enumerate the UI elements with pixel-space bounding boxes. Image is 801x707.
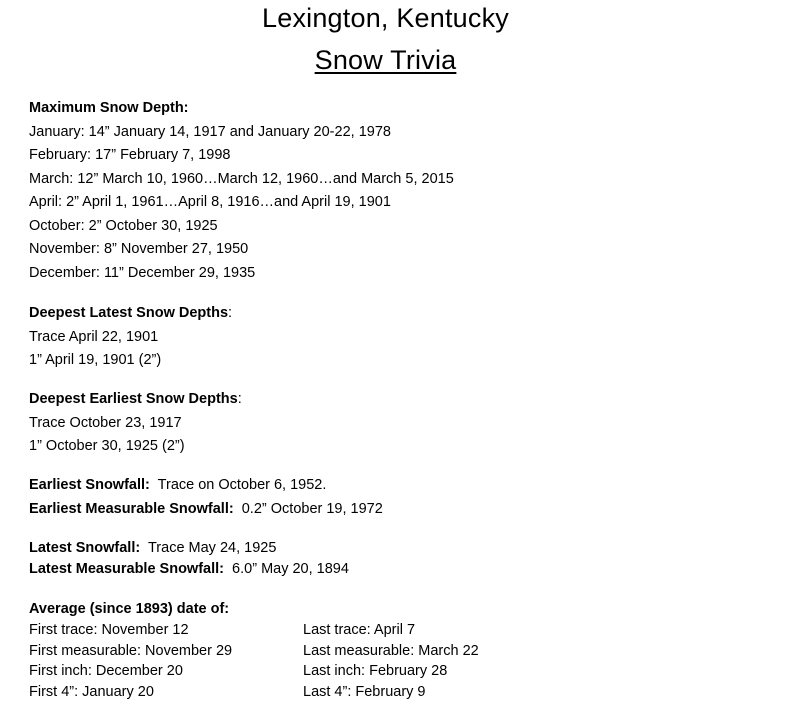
average-last-inch: Last inch: February 28 xyxy=(303,663,448,679)
earliest-measurable-line xyxy=(29,498,383,522)
max-depth-line-february: February: 17” February 7, 1998 xyxy=(29,147,231,163)
average-first-inch: First inch: December 20 xyxy=(29,663,183,679)
max-depth-line-october: October: 2” October 30, 1925 xyxy=(29,217,218,234)
earliest-depths-line-inch: 1” October 30, 1925 (2”) xyxy=(29,438,185,454)
latest-depths-section xyxy=(29,302,232,373)
earliest-depths-heading-line xyxy=(29,388,242,412)
latest-snowfall-line xyxy=(29,538,349,559)
average-first-measurable: First measurable: November 29 xyxy=(29,642,233,659)
average-last-four-inch: Last 4”: February 9 xyxy=(303,683,426,700)
average-first-four-inch: First 4”: January 20 xyxy=(29,683,154,700)
latest-depths-heading-line xyxy=(29,302,232,326)
page-subtitle: Snow Trivia xyxy=(314,45,457,75)
earliest-depths-section xyxy=(29,388,242,459)
earliest-snowfall-value: Trace on October 6, 1952. xyxy=(149,477,327,493)
earliest-depths-line-trace: Trace October 23, 1917 xyxy=(29,414,182,431)
max-depth-line-november: November: 8” November 27, 1950 xyxy=(29,241,249,257)
average-last-trace: Last trace: April 7 xyxy=(303,622,416,638)
latest-snowfall-value: Trace May 24, 1925 xyxy=(140,540,277,556)
max-depth-line-december: December: 11” December 29, 1935 xyxy=(29,264,256,281)
earliest-depths-colon: : xyxy=(237,391,242,407)
average-first-trace: First trace: November 12 xyxy=(29,622,189,638)
max-depth-line-january: January: 14” January 14, 1917 and January 20-22, 1978 xyxy=(29,123,391,140)
max-depth-line-march: March: 12” March 10, 1960…March 12, 1960…and March 5, 2015 xyxy=(29,170,454,187)
latest-depths-colon: : xyxy=(228,305,233,321)
max-depth-line-april: April: 2” April 1, 1961…April 8, 1916…and April 19, 1901 xyxy=(29,194,391,210)
page-title: Lexington, Kentucky xyxy=(262,3,509,33)
earliest-snowfall-line xyxy=(29,474,383,498)
latest-depths-line-inch: 1” April 19, 1901 (2”) xyxy=(29,352,162,368)
earliest-measurable-value: 0.2” October 19, 1972 xyxy=(233,500,383,517)
earliest-snowfall-label: Earliest Snowfall: xyxy=(29,477,150,493)
average-dates-heading: Average (since 1893) date of: xyxy=(29,601,230,617)
earliest-snowfall-section xyxy=(29,474,383,521)
latest-measurable-label: Latest Measurable Snowfall: xyxy=(29,560,224,577)
latest-snowfall-section xyxy=(29,538,349,579)
latest-depths-line-trace: Trace April 22, 1901 xyxy=(29,328,159,345)
average-dates-section xyxy=(29,599,229,620)
average-last-measurable: Last measurable: March 22 xyxy=(303,642,479,659)
latest-measurable-line xyxy=(29,559,349,580)
latest-snowfall-label: Latest Snowfall: xyxy=(29,540,141,556)
max-snow-depth-heading: Maximum Snow Depth: xyxy=(29,100,189,116)
latest-depths-heading: Deepest Latest Snow Depths xyxy=(29,305,229,321)
earliest-depths-heading: Deepest Earliest Snow Depths xyxy=(29,391,238,407)
max-snow-depth-section xyxy=(29,97,454,285)
latest-measurable-value: 6.0” May 20, 1894 xyxy=(224,560,349,577)
earliest-measurable-label: Earliest Measurable Snowfall: xyxy=(29,500,234,517)
